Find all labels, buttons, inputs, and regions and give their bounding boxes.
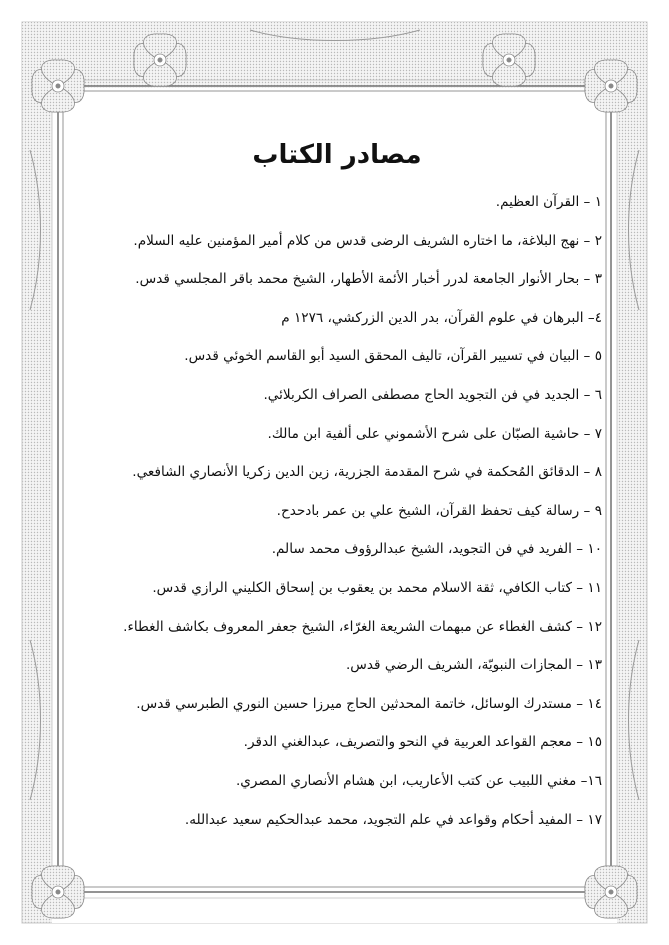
reference-item: ٨ – الدقائق المُحكمة في شرح المقدمة الجزرية، زين الدين زكريا الأنصاري الشافعي. [132, 464, 602, 481]
reference-item: ١٤ – مستدرك الوسائل، خاتمة المحدثين الحاج ميرزا حسين النوري الطبرسي قدس. [136, 695, 602, 712]
reference-item: ٢ – نهج البلاغة، ما اختاره الشريف الرضى قدس من كلام أمير المؤمنين عليه السلام. [133, 232, 602, 249]
reference-item: ١٠ – الفريد في فن التجويد، الشيخ عبدالرؤوف محمد سالم. [271, 541, 602, 558]
reference-item: ٦ – الجديد في فن التجويد الحاج مصطفى الصراف الكربلائي. [263, 386, 602, 403]
reference-item: ٣ – بحار الأنوار الجامعة لدرر أخبار الأئمة الأطهار، الشيخ محمد باقر المجلسي قدس. [135, 271, 602, 288]
reference-item: ١ – القرآن العظيم. [495, 194, 602, 210]
reference-item: ٧ – حاشية الصبّان على شرح الأشموني على ألفية ابن مالك. [267, 425, 602, 442]
reference-list [72, 192, 602, 848]
reference-item: ١٧ – المفيد أحكام وقواعد في علم التجويد، محمد عبدالحكيم سعيد عبدالله. [184, 811, 602, 828]
references-page [72, 140, 602, 848]
reference-item: ١٥ – معجم القواعد العربية في النحو والتصريف، عبدالغني الدقر. [243, 734, 602, 751]
reference-item: ١٦– مغني اللبيب عن كتب الأعاريب، ابن هشام الأنصاري المصري. [235, 772, 602, 789]
reference-item: ١٢ – كشف الغطاء عن مبهمات الشريعة الغرّاء، الشيخ جعفر المعروف بكاشف الغطاء. [123, 618, 602, 635]
reference-item: ٩ – رسالة كيف تحفظ القرآن، الشيخ علي بن عمر بادحدح. [276, 502, 602, 519]
reference-item: ١٣ – المجازات النبويّة، الشريف الرضي قدس. [345, 657, 602, 674]
reference-item: ١١ – كتاب الكافي، ثقة الاسلام محمد بن يعقوب بن إسحاق الكليني الرازي قدس. [152, 579, 602, 596]
page-title: مصادر الكتاب [252, 140, 422, 170]
reference-item: ٥ – البيان في تسيير القرآن، تاليف المحقق السيد أبو القاسم الخوئي قدس. [184, 348, 602, 365]
reference-item: ٤– البرهان في علوم القرآن، بدر الدين الزركشي، ١٢٧٦ م [281, 309, 602, 326]
